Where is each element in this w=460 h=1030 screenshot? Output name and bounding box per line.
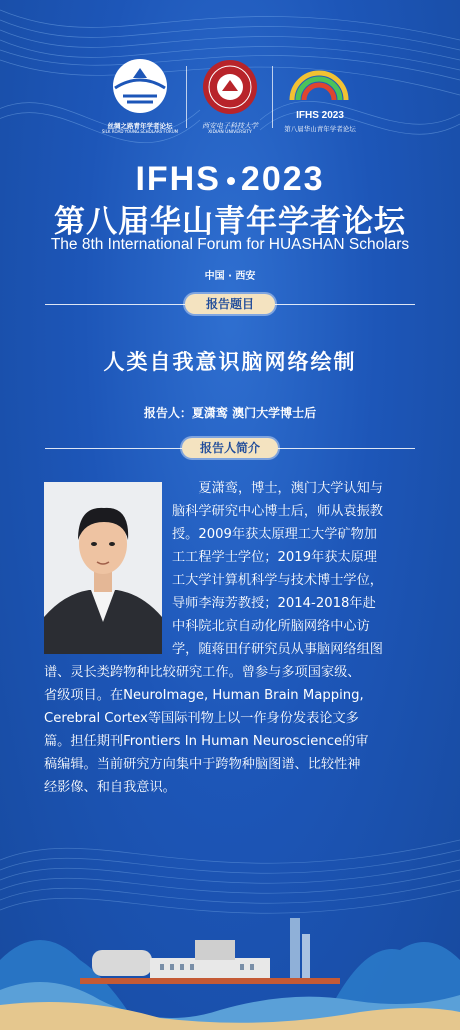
bio-line: 夏潇鸾，博士，澳门大学认知与 bbox=[198, 481, 384, 496]
silk-road-caption: 丝绸之路青年学者论坛 bbox=[107, 122, 173, 130]
logo-row bbox=[0, 58, 460, 138]
bio-line: 导师李海芳教授；2014-2018年赴 bbox=[172, 596, 376, 611]
forum-title-cn: 第八届华山青年学者论坛 bbox=[54, 204, 406, 240]
xidian-caption-en: XIDIAN UNIVERSITY bbox=[208, 130, 252, 135]
silk-road-forum-logo bbox=[105, 58, 175, 118]
ifhs-2023-logo bbox=[284, 58, 354, 118]
bio-line: 工大学计算机科学与技术博士学位， bbox=[172, 573, 383, 588]
location: 中国 · 西安 bbox=[204, 271, 256, 282]
ifhs-year: 2023 bbox=[240, 160, 325, 198]
bio-line: 脑科学研究中心博士后，师从袁振教 bbox=[172, 504, 383, 519]
xidian-university-seal bbox=[198, 58, 262, 118]
ifhs-logo-caption: 第八届华山青年学者论坛 bbox=[284, 125, 356, 133]
ifhs-logo-title: IFHS 2023 bbox=[296, 110, 344, 121]
forum-title-en: The 8th International Forum for HUASHAN Scholars bbox=[50, 236, 410, 253]
talk-title-label: 报告题目 bbox=[185, 294, 275, 314]
bio-line: 学，随蒋田仔研究员从事脑网络组图 bbox=[172, 642, 383, 657]
logo-divider bbox=[186, 66, 187, 128]
campus-skyline-illustration bbox=[0, 900, 460, 1030]
bio-line: 省级项目。在NeuroImage, Human Brain Mapping, bbox=[44, 688, 364, 703]
ifhs-heading bbox=[0, 160, 460, 199]
bio-line: 谱、灵长类跨物种比较研究工作。曾参与多项国家级、 bbox=[44, 665, 361, 680]
xidian-caption: 西安电子科技大学 bbox=[202, 122, 258, 130]
ifhs-acronym: IFHS bbox=[135, 160, 221, 198]
bio-line: 篇。担任期刊Frontiers In Human Neuroscience的审 bbox=[44, 734, 369, 749]
bio-line: 中科院北京自动化所脑网络中心访 bbox=[172, 619, 370, 634]
logo-divider bbox=[272, 66, 273, 128]
bio-line: 稿编辑。当前研究方向集中于跨物种脑图谱、比较性神 bbox=[44, 757, 361, 772]
dot-icon bbox=[227, 177, 235, 185]
speaker-portrait-image bbox=[44, 482, 162, 654]
bio-line: Cerebral Cortex等国际刊物上以一作身份发表论文多 bbox=[44, 711, 359, 726]
bio-line: 工工程学士学位；2019年获太原理 bbox=[172, 550, 377, 565]
speaker-bio-label: 报告人简介 bbox=[182, 438, 278, 458]
speaker-line: 报告人：夏潇鸾 澳门大学博士后 bbox=[143, 406, 317, 420]
silk-road-caption-en: SILK ROAD YOUNG SCHOLARS FORUM bbox=[101, 129, 179, 134]
bio-line: 经影像、和自我意识。 bbox=[44, 780, 176, 795]
speaker-photo bbox=[44, 482, 162, 654]
bio-line: 授。2009年获太原理工大学矿物加 bbox=[172, 527, 377, 542]
talk-title: 人类自我意识脑网络绘制 bbox=[103, 350, 357, 374]
